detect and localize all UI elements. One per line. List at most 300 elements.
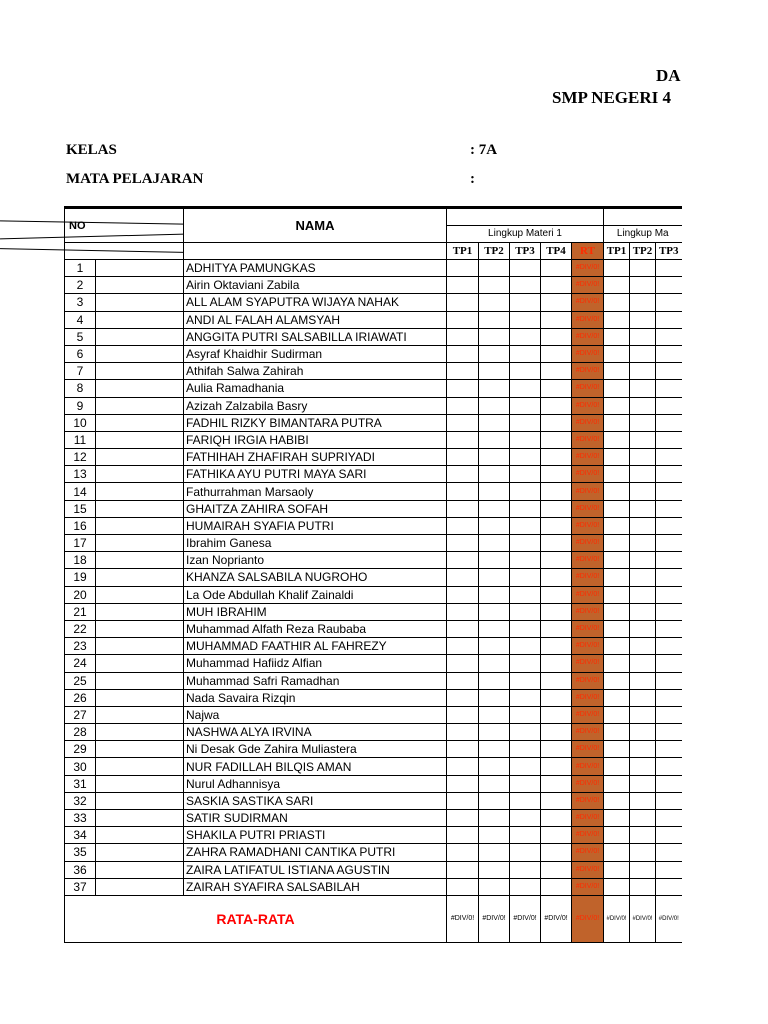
score-cell[interactable] [510, 844, 541, 861]
score-cell[interactable] [510, 586, 541, 603]
score-cell[interactable] [479, 724, 510, 741]
blank-cell[interactable] [96, 431, 184, 448]
student-name[interactable]: Fathurrahman Marsaoly [184, 483, 447, 500]
score-cell[interactable] [447, 655, 479, 672]
blank-cell[interactable] [96, 500, 184, 517]
blank-cell[interactable] [96, 569, 184, 586]
score-cell[interactable] [630, 706, 656, 723]
score-cell[interactable] [447, 844, 479, 861]
blank-cell[interactable] [96, 483, 184, 500]
score-cell[interactable] [630, 363, 656, 380]
blank-cell[interactable] [96, 414, 184, 431]
score-cell[interactable] [447, 741, 479, 758]
score-cell[interactable] [604, 569, 630, 586]
score-cell[interactable] [656, 294, 682, 311]
score-cell[interactable] [541, 277, 572, 294]
student-name[interactable]: Athifah Salwa Zahirah [184, 363, 447, 380]
score-cell[interactable] [479, 810, 510, 827]
score-cell[interactable] [479, 328, 510, 345]
score-cell[interactable] [541, 535, 572, 552]
score-cell[interactable] [541, 861, 572, 878]
score-cell[interactable] [656, 397, 682, 414]
score-cell[interactable] [541, 397, 572, 414]
score-cell[interactable] [630, 260, 656, 277]
score-cell[interactable] [479, 672, 510, 689]
score-cell[interactable] [630, 724, 656, 741]
score-cell[interactable] [604, 844, 630, 861]
score-cell[interactable] [604, 758, 630, 775]
score-cell[interactable] [604, 586, 630, 603]
score-cell[interactable] [447, 328, 479, 345]
score-cell[interactable] [656, 672, 682, 689]
score-cell[interactable] [541, 363, 572, 380]
score-cell[interactable] [479, 586, 510, 603]
student-name[interactable]: La Ode Abdullah Khalif Zainaldi [184, 586, 447, 603]
score-cell[interactable] [447, 689, 479, 706]
score-cell[interactable] [541, 758, 572, 775]
score-cell[interactable] [604, 345, 630, 362]
student-name[interactable]: Najwa [184, 706, 447, 723]
score-cell[interactable] [541, 517, 572, 534]
score-cell[interactable] [630, 638, 656, 655]
score-cell[interactable] [604, 620, 630, 637]
score-cell[interactable] [447, 449, 479, 466]
score-cell[interactable] [630, 535, 656, 552]
score-cell[interactable] [656, 277, 682, 294]
score-cell[interactable] [479, 500, 510, 517]
student-name[interactable]: Ni Desak Gde Zahira Muliastera [184, 741, 447, 758]
score-cell[interactable] [510, 792, 541, 809]
blank-cell[interactable] [96, 620, 184, 637]
score-cell[interactable] [510, 810, 541, 827]
score-cell[interactable] [479, 363, 510, 380]
score-cell[interactable] [447, 500, 479, 517]
score-cell[interactable] [656, 260, 682, 277]
score-cell[interactable] [604, 706, 630, 723]
score-cell[interactable] [630, 552, 656, 569]
blank-cell[interactable] [96, 535, 184, 552]
score-cell[interactable] [656, 878, 682, 895]
blank-cell[interactable] [96, 328, 184, 345]
blank-cell[interactable] [96, 638, 184, 655]
score-cell[interactable] [541, 810, 572, 827]
score-cell[interactable] [447, 672, 479, 689]
score-cell[interactable] [656, 431, 682, 448]
score-cell[interactable] [604, 449, 630, 466]
score-cell[interactable] [510, 638, 541, 655]
score-cell[interactable] [479, 689, 510, 706]
score-cell[interactable] [656, 706, 682, 723]
blank-cell[interactable] [96, 827, 184, 844]
score-cell[interactable] [510, 878, 541, 895]
score-cell[interactable] [447, 397, 479, 414]
score-cell[interactable] [479, 397, 510, 414]
student-name[interactable]: FATHIKA AYU PUTRI MAYA SARI [184, 466, 447, 483]
score-cell[interactable] [447, 431, 479, 448]
score-cell[interactable] [630, 586, 656, 603]
blank-cell[interactable] [96, 586, 184, 603]
score-cell[interactable] [510, 775, 541, 792]
score-cell[interactable] [510, 277, 541, 294]
student-name[interactable]: Asyraf Khaidhir Sudirman [184, 345, 447, 362]
score-cell[interactable] [510, 620, 541, 637]
score-cell[interactable] [447, 706, 479, 723]
score-cell[interactable] [447, 260, 479, 277]
score-cell[interactable] [630, 397, 656, 414]
score-cell[interactable] [447, 466, 479, 483]
student-name[interactable]: ANGGITA PUTRI SALSABILLA IRIAWATI [184, 328, 447, 345]
blank-cell[interactable] [96, 277, 184, 294]
score-cell[interactable] [604, 466, 630, 483]
score-cell[interactable] [541, 603, 572, 620]
score-cell[interactable] [604, 311, 630, 328]
blank-cell[interactable] [96, 672, 184, 689]
score-cell[interactable] [656, 689, 682, 706]
score-cell[interactable] [479, 638, 510, 655]
score-cell[interactable] [630, 466, 656, 483]
student-name[interactable]: Nada Savaira Rizqin [184, 689, 447, 706]
student-name[interactable]: SASKIA SASTIKA SARI [184, 792, 447, 809]
score-cell[interactable] [447, 517, 479, 534]
score-cell[interactable] [479, 861, 510, 878]
score-cell[interactable] [656, 586, 682, 603]
score-cell[interactable] [541, 260, 572, 277]
score-cell[interactable] [447, 620, 479, 637]
score-cell[interactable] [630, 294, 656, 311]
student-name[interactable]: Muhammad Hafiidz Alfian [184, 655, 447, 672]
score-cell[interactable] [630, 414, 656, 431]
score-cell[interactable] [630, 483, 656, 500]
score-cell[interactable] [479, 603, 510, 620]
score-cell[interactable] [656, 363, 682, 380]
score-cell[interactable] [630, 810, 656, 827]
score-cell[interactable] [541, 741, 572, 758]
score-cell[interactable] [541, 844, 572, 861]
score-cell[interactable] [656, 466, 682, 483]
score-cell[interactable] [656, 483, 682, 500]
score-cell[interactable] [604, 672, 630, 689]
score-cell[interactable] [510, 569, 541, 586]
score-cell[interactable] [630, 861, 656, 878]
score-cell[interactable] [630, 431, 656, 448]
blank-cell[interactable] [96, 792, 184, 809]
score-cell[interactable] [479, 569, 510, 586]
blank-cell[interactable] [96, 775, 184, 792]
score-cell[interactable] [604, 517, 630, 534]
score-cell[interactable] [604, 414, 630, 431]
score-cell[interactable] [604, 260, 630, 277]
score-cell[interactable] [510, 500, 541, 517]
score-cell[interactable] [510, 672, 541, 689]
score-cell[interactable] [656, 861, 682, 878]
student-name[interactable]: Nurul Adhannisya [184, 775, 447, 792]
score-cell[interactable] [510, 689, 541, 706]
score-cell[interactable] [604, 483, 630, 500]
score-cell[interactable] [479, 345, 510, 362]
score-cell[interactable] [479, 466, 510, 483]
score-cell[interactable] [510, 328, 541, 345]
score-cell[interactable] [510, 260, 541, 277]
score-cell[interactable] [479, 827, 510, 844]
score-cell[interactable] [479, 878, 510, 895]
score-cell[interactable] [479, 449, 510, 466]
score-cell[interactable] [447, 294, 479, 311]
score-cell[interactable] [604, 792, 630, 809]
score-cell[interactable] [604, 431, 630, 448]
score-cell[interactable] [656, 500, 682, 517]
score-cell[interactable] [541, 449, 572, 466]
score-cell[interactable] [541, 569, 572, 586]
score-cell[interactable] [479, 294, 510, 311]
score-cell[interactable] [630, 844, 656, 861]
score-cell[interactable] [510, 741, 541, 758]
score-cell[interactable] [447, 363, 479, 380]
score-cell[interactable] [630, 500, 656, 517]
student-name[interactable]: Muhammad Safri Ramadhan [184, 672, 447, 689]
score-cell[interactable] [541, 552, 572, 569]
score-cell[interactable] [447, 586, 479, 603]
score-cell[interactable] [630, 672, 656, 689]
score-cell[interactable] [510, 363, 541, 380]
blank-cell[interactable] [96, 655, 184, 672]
score-cell[interactable] [656, 655, 682, 672]
score-cell[interactable] [656, 827, 682, 844]
score-cell[interactable] [510, 380, 541, 397]
score-cell[interactable] [447, 277, 479, 294]
student-name[interactable]: Izan Noprianto [184, 552, 447, 569]
score-cell[interactable] [541, 638, 572, 655]
score-cell[interactable] [604, 603, 630, 620]
score-cell[interactable] [447, 724, 479, 741]
blank-cell[interactable] [96, 844, 184, 861]
score-cell[interactable] [630, 328, 656, 345]
student-name[interactable]: Airin Oktaviani Zabila [184, 277, 447, 294]
blank-cell[interactable] [96, 758, 184, 775]
score-cell[interactable] [604, 775, 630, 792]
score-cell[interactable] [541, 724, 572, 741]
blank-cell[interactable] [96, 397, 184, 414]
score-cell[interactable] [510, 294, 541, 311]
score-cell[interactable] [656, 328, 682, 345]
score-cell[interactable] [656, 311, 682, 328]
score-cell[interactable] [656, 792, 682, 809]
score-cell[interactable] [510, 431, 541, 448]
score-cell[interactable] [479, 552, 510, 569]
score-cell[interactable] [447, 775, 479, 792]
score-cell[interactable] [447, 758, 479, 775]
score-cell[interactable] [630, 741, 656, 758]
student-name[interactable]: MUH IBRAHIM [184, 603, 447, 620]
score-cell[interactable] [541, 431, 572, 448]
score-cell[interactable] [630, 775, 656, 792]
score-cell[interactable] [630, 517, 656, 534]
score-cell[interactable] [541, 345, 572, 362]
score-cell[interactable] [510, 483, 541, 500]
score-cell[interactable] [541, 620, 572, 637]
score-cell[interactable] [479, 431, 510, 448]
student-name[interactable]: Azizah Zalzabila Basry [184, 397, 447, 414]
score-cell[interactable] [630, 311, 656, 328]
blank-cell[interactable] [96, 603, 184, 620]
score-cell[interactable] [656, 535, 682, 552]
score-cell[interactable] [510, 311, 541, 328]
score-cell[interactable] [656, 620, 682, 637]
score-cell[interactable] [479, 620, 510, 637]
score-cell[interactable] [447, 569, 479, 586]
score-cell[interactable] [604, 397, 630, 414]
score-cell[interactable] [447, 535, 479, 552]
student-name[interactable]: FADHIL RIZKY BIMANTARA PUTRA [184, 414, 447, 431]
score-cell[interactable] [604, 363, 630, 380]
blank-cell[interactable] [96, 689, 184, 706]
student-name[interactable]: KHANZA SALSABILA NUGROHO [184, 569, 447, 586]
score-cell[interactable] [604, 689, 630, 706]
score-cell[interactable] [656, 638, 682, 655]
score-cell[interactable] [630, 689, 656, 706]
score-cell[interactable] [656, 844, 682, 861]
score-cell[interactable] [630, 345, 656, 362]
score-cell[interactable] [447, 414, 479, 431]
student-name[interactable]: ADHITYA PAMUNGKAS [184, 260, 447, 277]
student-name[interactable]: ZAIRA LATIFATUL ISTIANA AGUSTIN [184, 861, 447, 878]
score-cell[interactable] [541, 414, 572, 431]
score-cell[interactable] [656, 741, 682, 758]
score-cell[interactable] [604, 328, 630, 345]
student-name[interactable]: HUMAIRAH SYAFIA PUTRI [184, 517, 447, 534]
score-cell[interactable] [447, 810, 479, 827]
score-cell[interactable] [479, 277, 510, 294]
score-cell[interactable] [630, 620, 656, 637]
score-cell[interactable] [510, 827, 541, 844]
score-cell[interactable] [447, 878, 479, 895]
blank-cell[interactable] [96, 363, 184, 380]
student-name[interactable]: ZAHRA RAMADHANI CANTIKA PUTRI [184, 844, 447, 861]
blank-cell[interactable] [96, 552, 184, 569]
score-cell[interactable] [541, 827, 572, 844]
blank-cell[interactable] [96, 878, 184, 895]
score-cell[interactable] [541, 311, 572, 328]
score-cell[interactable] [604, 810, 630, 827]
score-cell[interactable] [541, 328, 572, 345]
score-cell[interactable] [604, 552, 630, 569]
score-cell[interactable] [541, 500, 572, 517]
score-cell[interactable] [656, 517, 682, 534]
score-cell[interactable] [630, 655, 656, 672]
score-cell[interactable] [656, 724, 682, 741]
score-cell[interactable] [656, 810, 682, 827]
score-cell[interactable] [541, 672, 572, 689]
score-cell[interactable] [604, 827, 630, 844]
score-cell[interactable] [447, 792, 479, 809]
score-cell[interactable] [604, 861, 630, 878]
score-cell[interactable] [541, 586, 572, 603]
score-cell[interactable] [447, 311, 479, 328]
score-cell[interactable] [541, 706, 572, 723]
score-cell[interactable] [447, 380, 479, 397]
score-cell[interactable] [510, 535, 541, 552]
score-cell[interactable] [604, 878, 630, 895]
score-cell[interactable] [510, 517, 541, 534]
score-cell[interactable] [630, 792, 656, 809]
score-cell[interactable] [479, 655, 510, 672]
score-cell[interactable] [447, 638, 479, 655]
student-name[interactable]: SATIR SUDIRMAN [184, 810, 447, 827]
student-name[interactable]: NUR FADILLAH BILQIS AMAN [184, 758, 447, 775]
student-name[interactable]: GHAITZA ZAHIRA SOFAH [184, 500, 447, 517]
score-cell[interactable] [604, 655, 630, 672]
score-cell[interactable] [604, 638, 630, 655]
blank-cell[interactable] [96, 260, 184, 277]
score-cell[interactable] [479, 741, 510, 758]
score-cell[interactable] [510, 603, 541, 620]
score-cell[interactable] [479, 517, 510, 534]
score-cell[interactable] [447, 552, 479, 569]
score-cell[interactable] [479, 311, 510, 328]
score-cell[interactable] [656, 414, 682, 431]
score-cell[interactable] [510, 466, 541, 483]
score-cell[interactable] [630, 878, 656, 895]
score-cell[interactable] [510, 449, 541, 466]
blank-cell[interactable] [96, 380, 184, 397]
score-cell[interactable] [656, 569, 682, 586]
score-cell[interactable] [510, 414, 541, 431]
score-cell[interactable] [510, 861, 541, 878]
score-cell[interactable] [479, 414, 510, 431]
score-cell[interactable] [630, 758, 656, 775]
student-name[interactable]: FARIQH IRGIA HABIBI [184, 431, 447, 448]
student-name[interactable]: SHAKILA PUTRI PRIASTI [184, 827, 447, 844]
score-cell[interactable] [447, 827, 479, 844]
score-cell[interactable] [604, 380, 630, 397]
score-cell[interactable] [447, 345, 479, 362]
blank-cell[interactable] [96, 345, 184, 362]
score-cell[interactable] [541, 775, 572, 792]
blank-cell[interactable] [96, 724, 184, 741]
score-cell[interactable] [479, 758, 510, 775]
blank-cell[interactable] [96, 810, 184, 827]
blank-cell[interactable] [96, 466, 184, 483]
score-cell[interactable] [604, 741, 630, 758]
score-cell[interactable] [510, 397, 541, 414]
score-cell[interactable] [479, 792, 510, 809]
score-cell[interactable] [541, 689, 572, 706]
score-cell[interactable] [656, 603, 682, 620]
score-cell[interactable] [510, 724, 541, 741]
score-cell[interactable] [447, 483, 479, 500]
score-cell[interactable] [630, 380, 656, 397]
score-cell[interactable] [479, 775, 510, 792]
blank-cell[interactable] [96, 706, 184, 723]
student-name[interactable]: FATHIHAH ZHAFIRAH SUPRIYADI [184, 449, 447, 466]
score-cell[interactable] [510, 706, 541, 723]
score-cell[interactable] [656, 775, 682, 792]
score-cell[interactable] [541, 792, 572, 809]
score-cell[interactable] [479, 844, 510, 861]
score-cell[interactable] [479, 483, 510, 500]
score-cell[interactable] [630, 827, 656, 844]
student-name[interactable]: Aulia Ramadhania [184, 380, 447, 397]
student-name[interactable]: Ibrahim Ganesa [184, 535, 447, 552]
score-cell[interactable] [510, 758, 541, 775]
score-cell[interactable] [604, 277, 630, 294]
score-cell[interactable] [630, 449, 656, 466]
score-cell[interactable] [447, 603, 479, 620]
score-cell[interactable] [447, 861, 479, 878]
score-cell[interactable] [510, 655, 541, 672]
score-cell[interactable] [541, 466, 572, 483]
blank-cell[interactable] [96, 861, 184, 878]
score-cell[interactable] [656, 552, 682, 569]
